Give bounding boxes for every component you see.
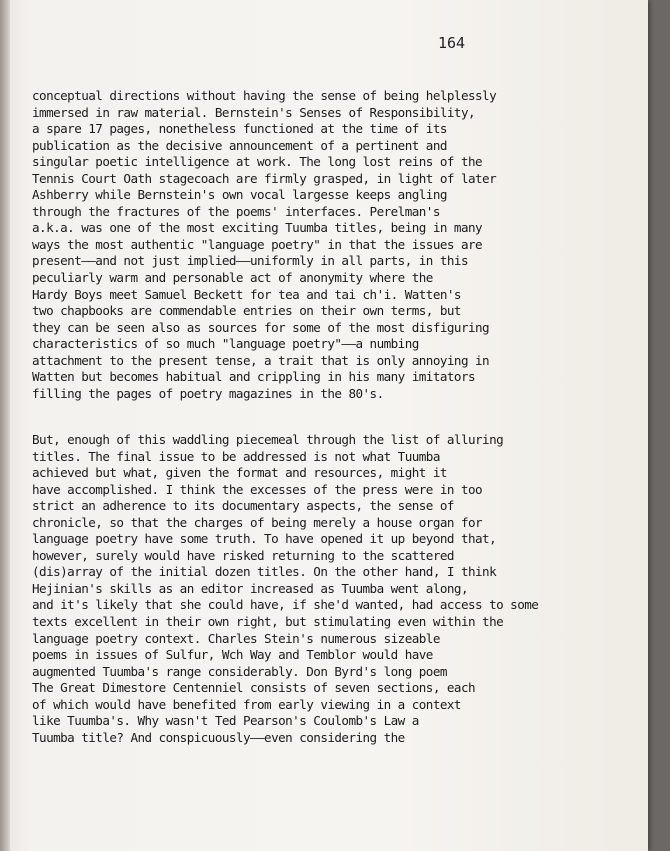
text-line: two chapbooks are commendable entries on their own terms, but [32,303,461,319]
text-line: publication as the decisive announcement of a pertinent and [32,137,447,153]
text-line: Hardy Boys meet Samuel Beckett for tea and tai ch'i. Watten's [32,286,461,302]
text-line: Tuumba title? And conspicuously——even considering the [32,729,405,745]
paragraph-1 [32,88,632,402]
text-line: they can be seen also as sources for some of the most disfiguring [32,319,490,335]
text-line: have accomplished. I think the excesses of the press were in too [32,481,483,497]
paragraph-2 [32,432,632,746]
text-line: (dis)array of the initial dozen titles. On the other hand, I think [32,564,497,580]
text-line: a spare 17 pages, nonetheless functioned at the time of its [32,121,447,137]
text-line: however, surely would have risked returning to the scattered [32,547,454,563]
text-line: immersed in raw material. Bernstein's Senses of Responsibility, [32,104,476,120]
text-line: Hejinian's skills as an editor increased as Tuumba went along, [32,580,468,596]
text-line: ways the most authentic "language poetry" in that the issues are [32,236,483,252]
page-binding-shadow [0,0,10,851]
text-line: and it's likely that she could have, if she'd wanted, had access to some [32,597,539,613]
text-line: peculiarly warm and personable act of anonymity where the [32,270,433,286]
text-line: conceptual directions without having the sense of being helplessly [32,88,497,103]
text-line: characteristics of so much "language poetry"——a numbing [32,336,419,352]
text-line: of which would have benefited from early viewing in a context [32,696,461,712]
text-line: language poetry have some truth. To have opened it up beyond that, [32,531,497,547]
text-line: strict an adherence to its documentary aspects, the sense of [32,498,454,514]
text-line: titles. The final issue to be addressed is not what Tuumba [32,448,440,464]
text-line: like Tuumba's. Why wasn't Ted Pearson's Coulomb's Law a [32,713,419,729]
page-number: 164 [438,34,466,52]
text-line: singular poetic intelligence at work. The long lost reins of the [32,154,483,170]
text-line: Watten but becomes habitual and crippling in his many imitators [32,369,476,385]
text-line: chronicle, so that the charges of being merely a house organ for [32,514,483,530]
text-line: Ashberry while Bernstein's own vocal largesse keeps angling [32,187,447,203]
text-line: present——and not just implied——uniformly in all parts, in this [32,253,468,269]
text-line: Tennis Court Oath stagecoach are firmly grasped, in light of later [32,170,497,186]
text-line: augmented Tuumba's range considerably. Don Byrd's long poem [32,663,447,679]
text-line: through the fractures of the poems' interfaces. Perelman's [32,203,440,219]
text-line: language poetry context. Charles Stein's numerous sizeable [32,630,440,646]
text-line: texts excellent in their own right, but stimulating even within the [32,614,504,630]
text-line: poems in issues of Sulfur, Wch Way and Temblor would have [32,647,433,663]
text-line: a.k.a. was one of the most exciting Tuumba titles, being in many [32,220,483,236]
text-line: filling the pages of poetry magazines in the 80's. [32,385,384,401]
text-line: achieved but what, given the format and resources, might it [32,465,447,481]
text-line: The Great Dimestore Centenniel consists of seven sections, each [32,680,476,696]
text-line: attachment to the present tense, a trait that is only annoying in [32,352,490,368]
text-line: But, enough of this waddling piecemeal through the list of alluring [32,432,504,447]
